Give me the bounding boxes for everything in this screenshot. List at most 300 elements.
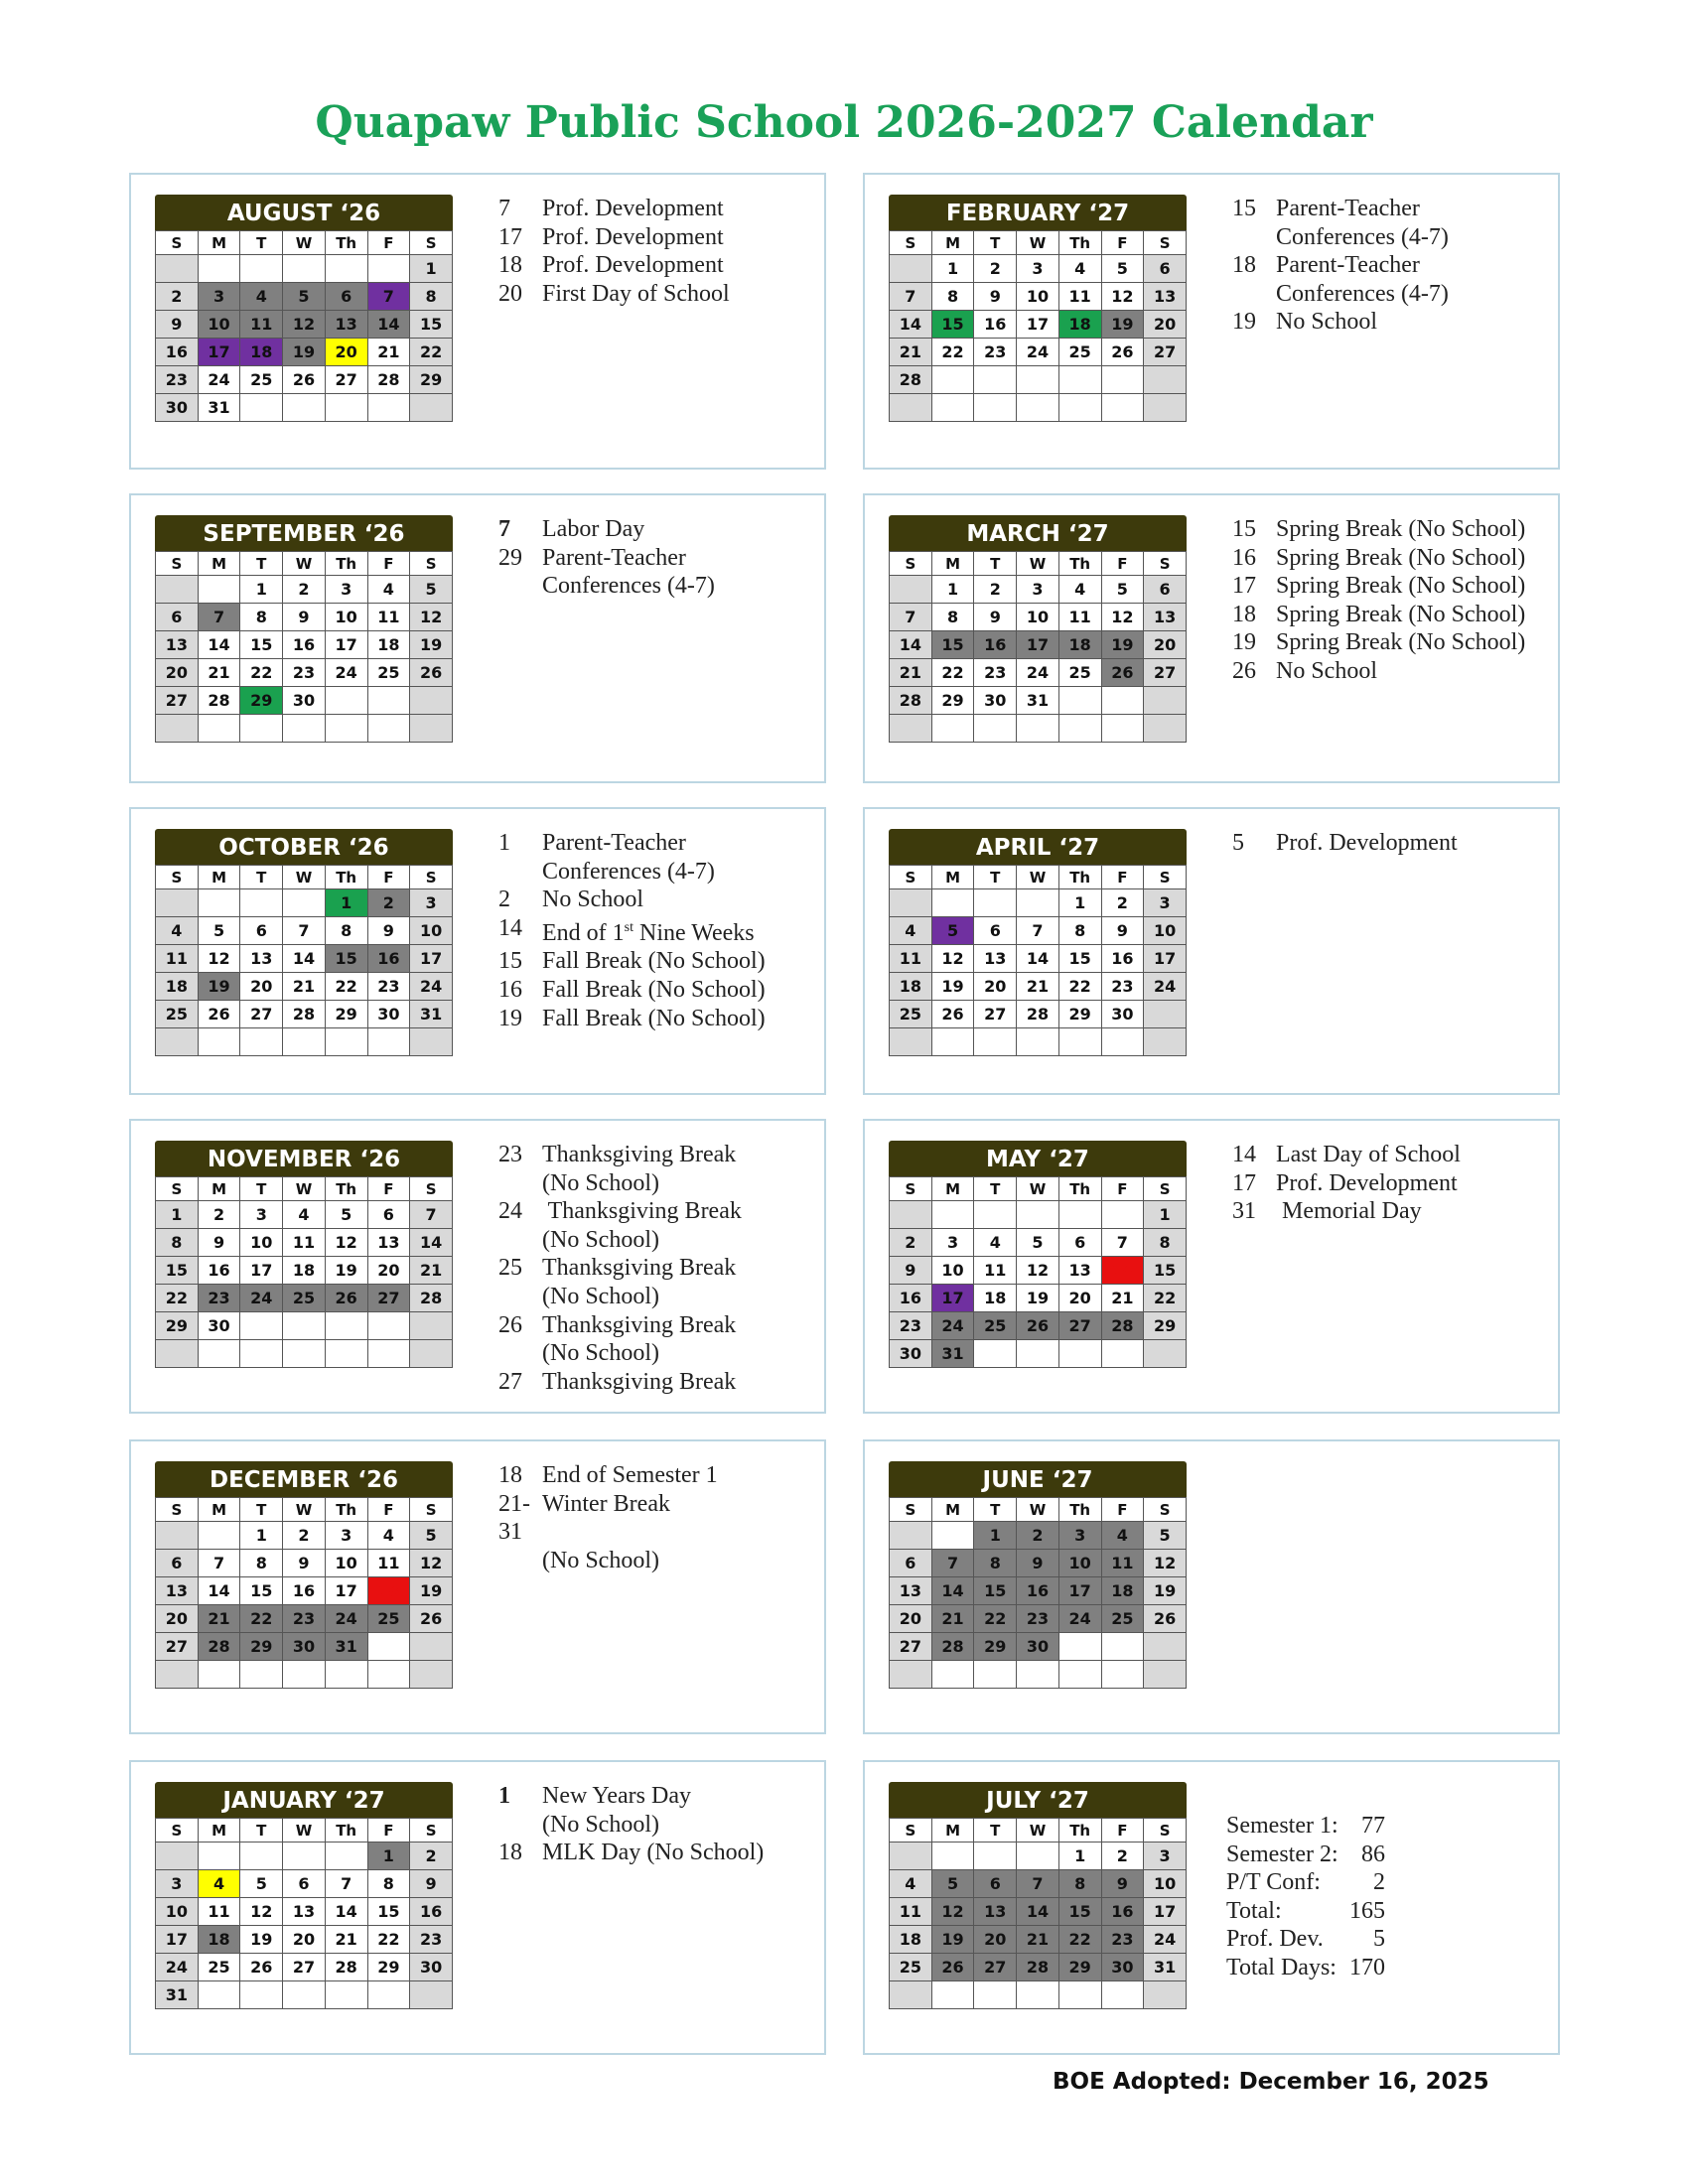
day-cell: 22 [1058, 973, 1101, 1001]
event-date: 26 [1232, 657, 1256, 684]
event-item [492, 1461, 718, 1490]
day-cell: 7 [1017, 1870, 1059, 1898]
day-cell: 5 [198, 917, 240, 945]
day-cell: 28 [1017, 1954, 1059, 1981]
day-cell: 17 [198, 339, 240, 366]
day-cell: 11 [1058, 604, 1101, 631]
day-cell [240, 1981, 283, 2009]
day-cell: 4 [240, 283, 283, 311]
day-cell: 19 [240, 1926, 283, 1954]
day-cell: 1 [367, 1843, 410, 1870]
day-cell [367, 394, 410, 422]
day-cell: 18 [890, 1926, 932, 1954]
day-cell: 19 [410, 631, 453, 659]
day-cell: 9 [974, 283, 1017, 311]
day-cell [890, 1661, 932, 1689]
event-date: 24 [498, 1198, 522, 1225]
event-text: (No School) [542, 1547, 659, 1573]
weekday-header: M [931, 1498, 974, 1522]
summary-value: 86 [1361, 1841, 1385, 1867]
summary-value: 165 [1349, 1897, 1385, 1924]
month-panel [129, 1119, 826, 1414]
day-cell: 21 [198, 1605, 240, 1633]
day-cell: 26 [325, 1285, 367, 1312]
day-cell: 13 [240, 945, 283, 973]
event-item [492, 1339, 742, 1368]
day-cell: 5 [410, 576, 453, 604]
day-cell: 11 [1101, 1550, 1144, 1577]
day-cell [1101, 1340, 1144, 1368]
day-cell [1058, 1028, 1101, 1056]
day-cell: 19 [325, 1257, 367, 1285]
event-text: Winter Break [542, 1490, 670, 1517]
day-cell: 22 [1144, 1285, 1187, 1312]
day-cell [198, 1981, 240, 2009]
day-cell: 22 [931, 339, 974, 366]
day-cell: 26 [1144, 1605, 1187, 1633]
day-cell: 27 [156, 687, 199, 715]
event-text: Fall Break (No School) [542, 948, 766, 975]
weekday-header: T [240, 231, 283, 255]
event-date: 14 [1232, 1142, 1256, 1167]
day-cell: 31 [410, 1001, 453, 1028]
day-cell: 8 [240, 1550, 283, 1577]
day-cell: 9 [1017, 1550, 1059, 1577]
day-cell: 20 [283, 1926, 326, 1954]
day-cell [1101, 1028, 1144, 1056]
day-cell: 12 [931, 945, 974, 973]
day-cell: 29 [974, 1633, 1017, 1661]
event-item [492, 1368, 742, 1397]
day-cell: 16 [1017, 1577, 1059, 1605]
day-cell: 2 [198, 1201, 240, 1229]
day-cell: 13 [156, 1577, 199, 1605]
day-cell: 16 [283, 631, 326, 659]
month-panel [863, 1119, 1560, 1414]
day-cell [283, 1028, 326, 1056]
day-cell: 1 [410, 255, 453, 283]
day-cell: 3 [1017, 576, 1059, 604]
day-cell: 9 [1101, 1870, 1144, 1898]
month-header: MARCH ‘27 [889, 515, 1187, 551]
weekday-header: W [1017, 552, 1059, 576]
event-date: 17 [1232, 573, 1256, 600]
day-cell [410, 1661, 453, 1689]
day-cell: 12 [1017, 1257, 1059, 1285]
weekday-header: S [890, 1819, 932, 1843]
event-text: End of Semester 1 [542, 1462, 718, 1488]
day-cell: 29 [325, 1001, 367, 1028]
day-cell: 13 [1058, 1257, 1101, 1285]
day-cell: 26 [1017, 1312, 1059, 1340]
day-cell: 24 [1058, 1605, 1101, 1633]
weekday-header: W [283, 866, 326, 889]
day-cell: 28 [198, 1633, 240, 1661]
event-list [1226, 195, 1449, 337]
day-cell [198, 1661, 240, 1689]
day-cell: 24 [1144, 1926, 1187, 1954]
event-list [1226, 515, 1525, 686]
day-cell: 25 [1058, 339, 1101, 366]
day-cell [890, 394, 932, 422]
event-item [492, 886, 766, 914]
event-item [1226, 572, 1525, 601]
weekday-header: S [410, 1177, 453, 1201]
weekday-header: W [283, 231, 326, 255]
event-text: Parent-Teacher [1276, 196, 1420, 221]
day-cell [1058, 1661, 1101, 1689]
event-item [1226, 1141, 1461, 1169]
event-item [1226, 251, 1449, 280]
day-cell: 8 [325, 917, 367, 945]
day-cell: 19 [410, 1577, 453, 1605]
day-cell: 21 [931, 1605, 974, 1633]
event-list [492, 829, 766, 1032]
day-cell: 5 [931, 1870, 974, 1898]
event-item [492, 544, 715, 573]
day-cell: 12 [1144, 1550, 1187, 1577]
day-cell [198, 1340, 240, 1368]
day-cell [1101, 1201, 1144, 1229]
day-cell: 27 [1144, 339, 1187, 366]
day-cell [367, 1633, 410, 1661]
day-cell [240, 1028, 283, 1056]
day-cell: 21 [283, 973, 326, 1001]
day-cell: 7 [931, 1550, 974, 1577]
day-cell: 23 [283, 659, 326, 687]
event-item [492, 947, 766, 976]
weekday-header: M [931, 866, 974, 889]
day-cell: 3 [198, 283, 240, 311]
weekday-header: S [1144, 1819, 1187, 1843]
weekday-header: S [1144, 552, 1187, 576]
event-item [492, 1547, 718, 1575]
day-cell: 21 [1017, 973, 1059, 1001]
day-cell: 7 [198, 604, 240, 631]
day-cell: 12 [325, 1229, 367, 1257]
day-cell [283, 1843, 326, 1870]
event-text: Spring Break (No School) [1276, 601, 1526, 627]
day-cell: 18 [974, 1285, 1017, 1312]
day-cell: 17 [156, 1926, 199, 1954]
day-cell: 19 [931, 973, 974, 1001]
event-date [492, 572, 542, 601]
month-calendar [889, 1461, 1187, 1689]
day-cell: 30 [198, 1312, 240, 1340]
day-cell: 23 [1101, 973, 1144, 1001]
event-text: Thanksgiving Break [542, 1255, 737, 1282]
weekday-header: W [283, 552, 326, 576]
day-cell: 18 [240, 339, 283, 366]
event-date: 14 [498, 914, 522, 941]
summary-label: Total Days: [1226, 1954, 1336, 1980]
day-cell [283, 1661, 326, 1689]
day-cell: 21 [890, 339, 932, 366]
month-header: MAY ‘27 [889, 1141, 1187, 1176]
weekday-header: S [410, 1498, 453, 1522]
day-cell: 3 [156, 1870, 199, 1898]
day-cell [974, 1028, 1017, 1056]
month-calendar [155, 1461, 453, 1689]
day-cell: 22 [367, 1926, 410, 1954]
day-cell: 5 [1101, 255, 1144, 283]
day-cell: 7 [325, 1870, 367, 1898]
event-text: Conferences (4-7) [542, 858, 715, 885]
day-cell: 17 [240, 1257, 283, 1285]
day-cell: 8 [1058, 1870, 1101, 1898]
day-cell: 4 [974, 1229, 1017, 1257]
day-cell [325, 1843, 367, 1870]
summary-row [1226, 1812, 1385, 1841]
month-calendar [889, 515, 1187, 743]
event-date: 2 [498, 887, 510, 913]
day-cell [890, 1028, 932, 1056]
event-list [1226, 1141, 1461, 1226]
day-cell: 23 [198, 1285, 240, 1312]
day-cell: 22 [1058, 1926, 1101, 1954]
weekday-header: S [890, 866, 932, 889]
event-text: Fall Break (No School) [542, 976, 766, 1003]
event-item [492, 1169, 742, 1198]
day-cell: 4 [1058, 576, 1101, 604]
day-cell [1144, 1340, 1187, 1368]
event-item [492, 858, 766, 887]
day-cell [1144, 1661, 1187, 1689]
day-cell: 15 [410, 311, 453, 339]
weekday-header: F [1101, 231, 1144, 255]
event-text: Parent-Teacher [542, 544, 686, 571]
day-cell: 18 [890, 973, 932, 1001]
day-cell [890, 1201, 932, 1229]
day-cell: 31 [1144, 1954, 1187, 1981]
day-cell: 29 [410, 366, 453, 394]
day-cell: 21 [410, 1257, 453, 1285]
day-cell: 4 [367, 1522, 410, 1550]
day-cell: 29 [931, 687, 974, 715]
day-cell: 22 [325, 973, 367, 1001]
day-cell: 23 [1017, 1605, 1059, 1633]
day-cell: 20 [974, 973, 1017, 1001]
event-item [1226, 1169, 1461, 1198]
month-panel [129, 1760, 826, 2055]
event-list [492, 1141, 742, 1396]
day-cell [283, 1340, 326, 1368]
day-cell: 29 [240, 1633, 283, 1661]
day-cell: 8 [1058, 917, 1101, 945]
day-cell: 8 [240, 604, 283, 631]
month-calendar [889, 195, 1187, 422]
day-cell: 3 [325, 576, 367, 604]
day-cell [1058, 1633, 1101, 1661]
month-header: APRIL ‘27 [889, 829, 1187, 865]
weekday-header: W [283, 1498, 326, 1522]
weekday-header: Th [325, 1177, 367, 1201]
weekday-header: M [198, 1177, 240, 1201]
day-cell: 3 [410, 889, 453, 917]
event-list [492, 1461, 718, 1574]
day-cell: 16 [974, 311, 1017, 339]
weekday-header: Th [1058, 866, 1101, 889]
day-cell: 28 [890, 366, 932, 394]
day-cell: 27 [1058, 1312, 1101, 1340]
day-cell [974, 1201, 1017, 1229]
weekday-header: T [974, 552, 1017, 576]
day-cell: 30 [367, 1001, 410, 1028]
summary-value: 77 [1361, 1813, 1385, 1839]
day-cell [410, 1312, 453, 1340]
weekday-header: F [367, 552, 410, 576]
day-cell: 2 [974, 576, 1017, 604]
day-cell: 23 [283, 1605, 326, 1633]
event-date: 19 [1232, 309, 1256, 336]
weekday-header: T [240, 1498, 283, 1522]
day-cell: 17 [1058, 1577, 1101, 1605]
day-cell [325, 1981, 367, 2009]
weekday-header: S [410, 1819, 453, 1843]
day-cell: 2 [410, 1843, 453, 1870]
day-cell: 25 [367, 1605, 410, 1633]
month-panel [129, 493, 826, 783]
day-cell: 13 [1144, 283, 1187, 311]
day-cell: 8 [410, 283, 453, 311]
day-cell: 10 [325, 604, 367, 631]
event-text: Prof. Development [1276, 1169, 1458, 1196]
day-cell: 13 [974, 1898, 1017, 1926]
event-list [1226, 829, 1458, 858]
weekday-header: T [974, 231, 1017, 255]
weekday-header: Th [325, 1819, 367, 1843]
day-cell [156, 255, 199, 283]
event-text: Memorial Day [1276, 1198, 1422, 1225]
day-cell: 4 [1058, 255, 1101, 283]
day-cell [1144, 1028, 1187, 1056]
day-cell: 6 [1058, 1229, 1101, 1257]
day-cell: 10 [1144, 917, 1187, 945]
day-cell: 1 [325, 889, 367, 917]
day-cell [931, 1661, 974, 1689]
day-cell [240, 1843, 283, 1870]
day-cell: 5 [1017, 1229, 1059, 1257]
day-cell [283, 394, 326, 422]
month-calendar [889, 1782, 1187, 2009]
day-cell: 3 [1144, 889, 1187, 917]
event-item [492, 1005, 766, 1033]
day-cell: 18 [367, 1577, 410, 1605]
day-cell: 23 [367, 973, 410, 1001]
day-cell: 16 [156, 339, 199, 366]
day-cell: 22 [240, 659, 283, 687]
day-cell [974, 1661, 1017, 1689]
day-cell [1101, 1633, 1144, 1661]
day-cell [283, 889, 326, 917]
day-cell [198, 715, 240, 743]
day-cell: 11 [240, 311, 283, 339]
day-cell [890, 889, 932, 917]
event-text: Thanksgiving Break [542, 1142, 737, 1167]
weekday-header: F [367, 1819, 410, 1843]
day-cell [890, 576, 932, 604]
day-cell [367, 687, 410, 715]
day-cell: 23 [974, 659, 1017, 687]
month-header: JANUARY ‘27 [155, 1782, 453, 1818]
day-cell: 20 [156, 1605, 199, 1633]
day-cell: 22 [931, 659, 974, 687]
weekday-header: F [1101, 552, 1144, 576]
weekday-header: S [156, 866, 199, 889]
day-cell: 6 [156, 1550, 199, 1577]
weekday-header: T [974, 1819, 1017, 1843]
day-cell: 17 [1017, 631, 1059, 659]
day-cell [1058, 366, 1101, 394]
day-cell: 29 [1144, 1312, 1187, 1340]
day-cell: 24 [410, 973, 453, 1001]
day-cell: 18 [198, 1926, 240, 1954]
event-list [492, 1782, 764, 1867]
weekday-header: F [1101, 1498, 1144, 1522]
weekday-header: S [890, 1498, 932, 1522]
day-cell [1101, 1981, 1144, 2009]
month-calendar [155, 515, 453, 743]
event-text: Thanksgiving Break [542, 1311, 737, 1338]
event-item [1226, 308, 1449, 337]
day-cell [240, 1661, 283, 1689]
event-text: Parent-Teacher [542, 830, 686, 856]
day-cell: 24 [1017, 659, 1059, 687]
day-cell: 9 [283, 604, 326, 631]
month-panel [863, 807, 1560, 1095]
event-item [492, 1782, 764, 1811]
day-cell: 14 [931, 1577, 974, 1605]
event-text: Prof. Development [542, 223, 724, 250]
day-cell: 29 [1058, 1954, 1101, 1981]
event-list [492, 195, 730, 308]
event-text: (No School) [542, 1811, 659, 1838]
day-cell: 26 [1101, 339, 1144, 366]
day-cell [283, 715, 326, 743]
day-cell: 2 [1101, 1843, 1144, 1870]
day-cell [410, 1633, 453, 1661]
day-cell [198, 576, 240, 604]
day-cell [1017, 715, 1059, 743]
weekday-header: S [156, 552, 199, 576]
day-cell: 14 [198, 1577, 240, 1605]
event-date [492, 858, 542, 887]
summary-row [1226, 1925, 1385, 1954]
month-header: AUGUST ‘26 [155, 195, 453, 230]
day-cell: 16 [890, 1285, 932, 1312]
day-cell [156, 1340, 199, 1368]
day-cell: 25 [1101, 1605, 1144, 1633]
day-cell: 25 [198, 1954, 240, 1981]
weekday-header: Th [325, 552, 367, 576]
day-cell: 4 [283, 1201, 326, 1229]
day-cell: 12 [410, 1550, 453, 1577]
event-date: 20 [498, 280, 522, 307]
day-cell [240, 715, 283, 743]
weekday-header: T [240, 866, 283, 889]
weekday-header: T [974, 866, 1017, 889]
event-date: 31 [1232, 1198, 1256, 1225]
event-text: Parent-Teacher [1276, 252, 1420, 279]
event-item [492, 976, 766, 1005]
day-cell: 15 [931, 311, 974, 339]
day-cell: 9 [367, 917, 410, 945]
event-date [492, 1226, 542, 1255]
day-cell [325, 1312, 367, 1340]
day-cell [240, 889, 283, 917]
day-cell: 31 [325, 1633, 367, 1661]
day-cell [890, 715, 932, 743]
